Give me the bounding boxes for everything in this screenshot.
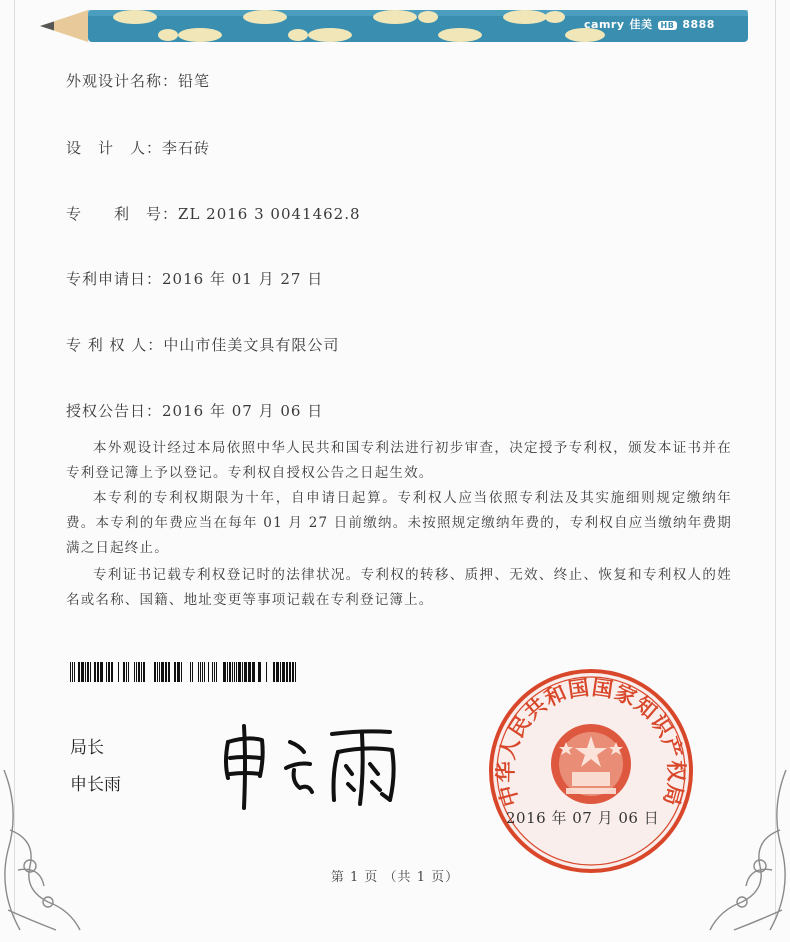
paragraph-legal-status: 专利证书记载专利权登记时的法律状况。专利权的转移、质押、无效、终止、恢复和专利权人的姓名或名称、国籍、地址变更等事项记载在专利登记簿上。 bbox=[66, 567, 732, 608]
official-seal bbox=[486, 666, 696, 876]
seal-text: 中华人民共和国国家知识产权局 bbox=[493, 675, 689, 809]
page-number: 第 1 页 （共 1 页） bbox=[330, 870, 460, 885]
field-value: 中山市佳美文具有限公司 bbox=[163, 336, 340, 354]
field-value: 2016 年 07 月 06 日 bbox=[162, 402, 324, 420]
signatory-title: 局长 bbox=[70, 738, 104, 758]
corner-ornament-left bbox=[0, 770, 90, 938]
pencil-grade: HB bbox=[658, 21, 678, 30]
barcode bbox=[70, 662, 302, 682]
field-grant-date bbox=[66, 400, 323, 421]
barcode-icon bbox=[70, 662, 302, 682]
handwritten-signature bbox=[214, 712, 414, 812]
field-label: 授权公告日： bbox=[66, 402, 163, 420]
field-value: 李石砖 bbox=[162, 139, 211, 157]
brand-name: camry bbox=[584, 18, 625, 31]
field-label: 专 利 权 人： bbox=[66, 336, 164, 354]
corner-ornament-right bbox=[700, 770, 790, 938]
paragraph-grant: 本外观设计经过本局依照中华人民共和国专利法进行初步审查，决定授予专利权，颁发本证书并在专利登记簿上予以登记。专利权自授权公告之日起生效。 bbox=[66, 440, 732, 481]
paragraph-term: 本专利的专利权期限为十年，自申请日起算。专利权人应当依照专利法及其实施细则规定缴纳年费。本专利的年费应当在每年 01 月 27 日前缴纳。未按照规定缴纳年费的，专利权自应当缴纳年费期满之日起终止。 bbox=[66, 490, 732, 556]
field-value: ZL 2016 3 0041462.8 bbox=[178, 205, 361, 223]
pencil-brand bbox=[584, 16, 720, 32]
field-label: 专利申请日： bbox=[66, 270, 163, 288]
field-value: 2016 年 01 月 27 日 bbox=[162, 270, 324, 288]
field-label: 专 利 号： bbox=[66, 205, 179, 223]
field-application-date bbox=[66, 268, 323, 289]
field-patentee bbox=[66, 334, 339, 355]
field-patent-number bbox=[66, 203, 361, 224]
field-label: 设 计 人： bbox=[66, 139, 163, 157]
seal-date: 2016 年 07 月 06 日 bbox=[506, 809, 660, 827]
pencil-code: 8888 bbox=[682, 18, 715, 31]
field-designer bbox=[66, 137, 210, 158]
signatory-name: 申长雨 bbox=[70, 775, 121, 795]
field-design-name bbox=[66, 70, 210, 91]
field-value: 铅笔 bbox=[178, 72, 211, 90]
field-label: 外观设计名称： bbox=[66, 72, 179, 90]
brand-name-cn: 佳美 bbox=[629, 18, 653, 31]
